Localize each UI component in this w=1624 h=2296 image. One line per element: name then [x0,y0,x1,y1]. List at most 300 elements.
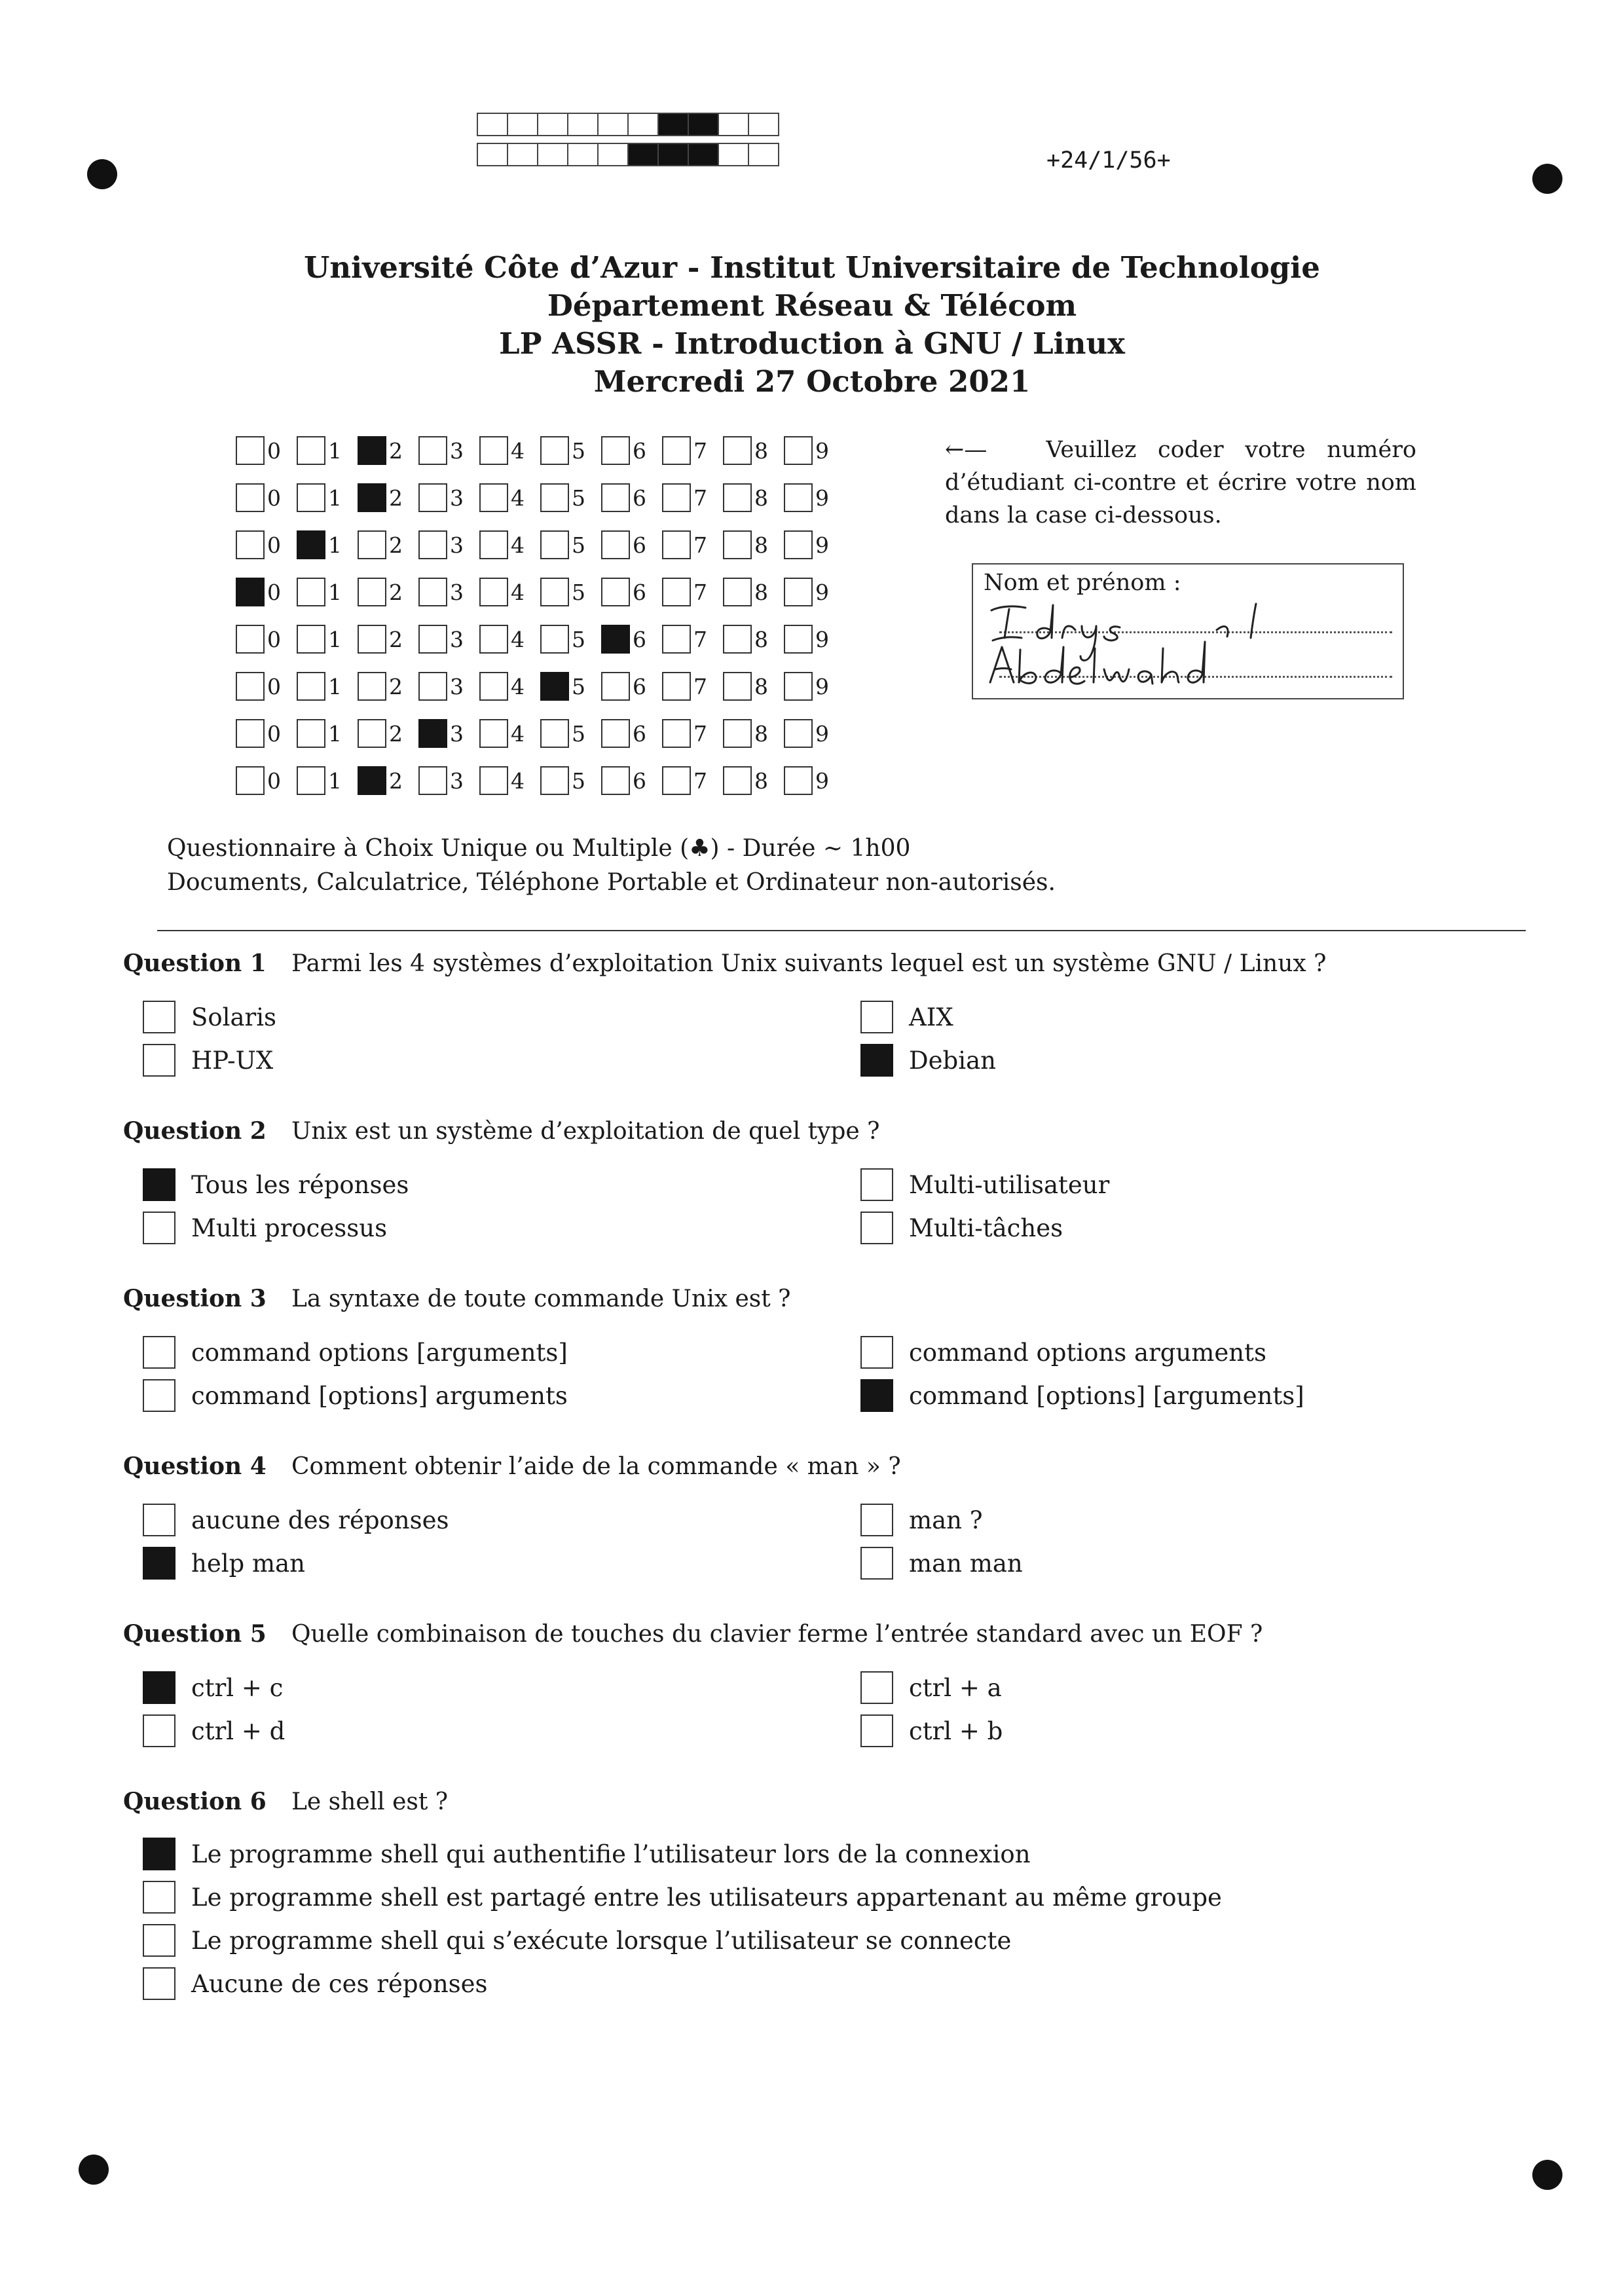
student-id-checkbox[interactable] [236,483,265,512]
student-id-digit: 8 [754,720,768,747]
student-id-digit: 8 [754,768,768,794]
student-id-checkbox[interactable] [236,672,265,701]
student-id-cell[interactable] [297,578,358,606]
checkbox[interactable] [143,1714,175,1747]
student-id-cell[interactable] [540,530,601,559]
student-id-cell[interactable] [601,766,662,795]
student-id-digit: 2 [389,768,403,794]
option-checkbox[interactable] [143,1671,283,1704]
student-id-digit: 5 [572,437,585,464]
student-id-checkbox[interactable] [418,578,447,606]
checkbox[interactable] [860,1168,893,1201]
student-id-cell[interactable] [418,483,479,512]
option-label: ctrl + b [909,1716,1003,1745]
student-id-checkbox[interactable] [784,719,813,748]
option-label: Aucune de ces réponses [191,1969,488,1998]
student-id-checkbox[interactable] [540,625,569,654]
student-id-cell[interactable] [236,672,297,701]
barcode-cell [718,143,749,166]
student-id-checkbox[interactable] [540,483,569,512]
name-box-label: Nom et prénom : [984,570,1181,596]
student-id-digit: 0 [267,720,281,747]
option-checkbox[interactable] [860,1714,1003,1747]
student-id-cell[interactable] [479,672,540,701]
student-id-cell[interactable] [479,625,540,654]
option-checkbox[interactable] [860,1212,1063,1244]
checkbox[interactable] [860,1714,893,1747]
student-id-cell[interactable] [297,625,358,654]
option-label: command [options] [arguments] [909,1381,1304,1410]
option-checkbox[interactable] [860,1547,1023,1580]
student-id-cell[interactable] [418,766,479,795]
student-id-digit: 9 [815,579,829,605]
student-id-cell[interactable] [662,483,723,512]
option-label: AIX [909,1003,953,1031]
student-id-checkbox[interactable] [540,766,569,795]
student-id-checkbox[interactable] [662,766,691,795]
barcode-cell [718,113,749,136]
student-id-digit: 9 [815,673,829,699]
student-id-digit: 4 [511,768,525,794]
question-number: Question 6 [123,1788,267,1815]
student-id-digit: 1 [328,720,342,747]
option-label: aucune des réponses [191,1506,449,1534]
student-id-cell[interactable] [784,530,845,559]
checkbox[interactable] [143,1044,175,1077]
student-id-digit: 3 [450,485,464,511]
student-id-digit: 5 [572,532,585,558]
student-id-checkbox[interactable] [784,672,813,701]
student-id-checkbox[interactable] [479,578,508,606]
student-id-cell[interactable] [236,483,297,512]
student-id-row [236,663,845,710]
student-id-cell[interactable] [784,766,845,795]
checkbox[interactable] [143,1671,175,1704]
option-checkbox[interactable] [860,1001,953,1033]
student-id-cell[interactable] [540,436,601,465]
student-id-checkbox[interactable] [662,483,691,512]
student-id-digit: 4 [511,720,525,747]
student-id-checkbox[interactable] [479,719,508,748]
option-label: Le programme shell est partagé entre les utilisateurs appartenant au même groupe [191,1883,1222,1912]
registration-mark-bottom-left [79,2155,109,2185]
option-checkbox[interactable] [143,1001,276,1033]
student-id-checkbox[interactable] [601,436,630,465]
student-id-cell[interactable] [479,436,540,465]
student-id-cell[interactable] [358,625,418,654]
student-id-checkbox[interactable] [236,578,265,606]
student-id-checkbox[interactable] [236,625,265,654]
student-id-checkbox[interactable] [297,436,325,465]
quiz-info [167,832,1056,900]
student-id-cell[interactable] [358,436,418,465]
student-id-checkbox[interactable] [418,766,447,795]
student-id-checkbox[interactable] [540,530,569,559]
student-id-checkbox[interactable] [662,625,691,654]
student-id-digit: 4 [511,485,525,511]
option-label: Multi-tâches [909,1213,1063,1242]
student-id-checkbox[interactable] [662,436,691,465]
student-id-digit: 4 [511,437,525,464]
student-id-checkbox[interactable] [236,719,265,748]
student-id-digit: 7 [693,673,707,699]
student-id-cell[interactable] [723,530,784,559]
student-id-digit: 9 [815,485,829,511]
option-checkbox[interactable] [143,1967,488,2000]
student-id-cell[interactable] [297,530,358,559]
option-checkbox[interactable] [143,1714,285,1747]
student-id-checkbox[interactable] [662,530,691,559]
checkbox[interactable] [860,1504,893,1536]
checkbox[interactable] [860,1547,893,1580]
checkbox[interactable] [143,1547,175,1580]
barcode-cell [627,113,659,136]
student-id-checkbox[interactable] [723,625,752,654]
option-label: man ? [909,1506,983,1534]
student-id-cell[interactable] [236,719,297,748]
student-id-digit: 1 [328,626,342,652]
student-id-digit: 5 [572,720,585,747]
student-id-checkbox[interactable] [601,578,630,606]
student-id-cell[interactable] [601,578,662,606]
student-id-cell[interactable] [784,436,845,465]
student-id-checkbox[interactable] [297,625,325,654]
student-id-digit: 5 [572,768,585,794]
student-id-checkbox[interactable] [479,766,508,795]
student-id-cell[interactable] [479,766,540,795]
student-id-cell[interactable] [358,483,418,512]
student-id-cell[interactable] [479,578,540,606]
student-id-checkbox[interactable] [784,578,813,606]
student-id-checkbox[interactable] [358,578,386,606]
student-id-cell[interactable] [236,578,297,606]
student-id-digit: 7 [693,485,707,511]
student-id-cell[interactable] [418,530,479,559]
arrow-left-icon: ←— [945,437,987,463]
student-id-cell[interactable] [540,578,601,606]
student-id-cell[interactable] [662,625,723,654]
student-id-digit: 6 [633,673,646,699]
student-id-checkbox[interactable] [723,436,752,465]
student-id-checkbox[interactable] [358,672,386,701]
checkbox[interactable] [143,1881,175,1914]
option-checkbox[interactable] [143,1212,387,1244]
option-checkbox[interactable] [143,1336,568,1369]
student-id-cell[interactable] [418,719,479,748]
student-id-cell[interactable] [358,530,418,559]
student-id-cell[interactable] [723,483,784,512]
barcode-cell [688,113,719,136]
student-id-checkbox[interactable] [540,436,569,465]
student-id-cell[interactable] [662,578,723,606]
student-id-cell[interactable] [297,672,358,701]
student-id-digit: 2 [389,532,403,558]
student-id-checkbox[interactable] [297,578,325,606]
student-id-cell[interactable] [784,672,845,701]
student-id-cell[interactable] [601,672,662,701]
student-id-digit: 5 [572,673,585,699]
instructions-text: Veuillez coder votre numéro d’étudiant ci-contre et écrire votre nom dans la case ci-dessous. [945,437,1416,528]
checkbox[interactable] [860,1212,893,1244]
student-id-digit: 8 [754,626,768,652]
barcode-cell [627,143,659,166]
student-id-checkbox[interactable] [297,530,325,559]
student-id-checkbox[interactable] [723,578,752,606]
student-id-checkbox[interactable] [358,719,386,748]
student-id-cell[interactable] [358,719,418,748]
name-box[interactable] [972,563,1404,699]
student-id-row [236,757,845,804]
student-id-cell[interactable] [723,719,784,748]
student-id-checkbox[interactable] [479,436,508,465]
student-id-checkbox[interactable] [297,672,325,701]
student-id-cell[interactable] [540,625,601,654]
option-checkbox[interactable] [143,1924,1011,1957]
checkbox[interactable] [143,1838,175,1870]
student-id-checkbox[interactable] [358,483,386,512]
barcode-cell [507,113,538,136]
student-id-checkbox[interactable] [479,530,508,559]
student-id-cell[interactable] [236,766,297,795]
student-id-cell[interactable] [358,672,418,701]
option-checkbox[interactable] [860,1336,1266,1369]
student-id-checkbox[interactable] [418,483,447,512]
option-checkbox[interactable] [860,1044,996,1077]
student-id-row [236,616,845,663]
student-id-digit: 1 [328,437,342,464]
student-id-checkbox[interactable] [723,483,752,512]
student-id-cell[interactable] [723,766,784,795]
page-code: +24/1/56+ [1046,147,1171,174]
checkbox[interactable] [143,1168,175,1201]
student-id-cell[interactable] [662,719,723,748]
option-checkbox[interactable] [860,1168,1109,1201]
student-id-checkbox[interactable] [236,530,265,559]
registration-mark-bottom-right [1532,2160,1562,2190]
student-id-row [236,474,845,521]
student-id-checkbox[interactable] [418,625,447,654]
student-id-checkbox[interactable] [297,483,325,512]
student-id-checkbox[interactable] [662,672,691,701]
student-id-checkbox[interactable] [358,625,386,654]
student-id-cell[interactable] [479,530,540,559]
student-id-cell[interactable] [723,672,784,701]
student-id-checkbox[interactable] [358,766,386,795]
student-id-checkbox[interactable] [479,672,508,701]
student-id-digit: 2 [389,437,403,464]
student-id-cell[interactable] [418,672,479,701]
student-id-digit: 2 [389,720,403,747]
student-id-cell[interactable] [236,436,297,465]
question-1 [123,947,1498,1075]
option-checkbox[interactable] [143,1168,409,1201]
header-university: Université Côte d’Azur - Institut Universitaire de Technologie [304,250,1320,285]
student-id-digit: 8 [754,579,768,605]
student-id-cell[interactable] [297,719,358,748]
student-id-checkbox[interactable] [297,766,325,795]
student-id-cell[interactable] [297,436,358,465]
student-id-checkbox[interactable] [358,436,386,465]
student-id-cell[interactable] [601,436,662,465]
option-label: command [options] arguments [191,1381,568,1410]
checkbox[interactable] [143,1212,175,1244]
student-id-cell[interactable] [601,719,662,748]
option-checkbox[interactable] [143,1044,273,1077]
student-id-cell[interactable] [297,483,358,512]
student-id-cell[interactable] [236,625,297,654]
student-id-checkbox[interactable] [601,719,630,748]
student-id-cell[interactable] [418,578,479,606]
student-id-cell[interactable] [540,719,601,748]
student-id-cell[interactable] [784,719,845,748]
checkbox[interactable] [860,1336,893,1369]
student-id-digit: 3 [450,437,464,464]
student-id-cell[interactable] [662,530,723,559]
student-id-cell[interactable] [540,483,601,512]
student-id-cell[interactable] [662,672,723,701]
option-label: Debian [909,1046,996,1075]
student-id-row [236,427,845,474]
student-id-checkbox[interactable] [418,672,447,701]
checkbox[interactable] [143,1379,175,1412]
header-course: LP ASSR - Introduction à GNU / Linux [498,326,1125,361]
option-checkbox[interactable] [143,1504,449,1536]
student-id-checkbox[interactable] [723,766,752,795]
option-checkbox[interactable] [143,1881,1222,1914]
student-id-checkbox[interactable] [601,483,630,512]
option-label: ctrl + d [191,1716,286,1745]
student-id-cell[interactable] [358,766,418,795]
student-id-digit: 1 [328,532,342,558]
student-id-checkbox[interactable] [236,766,265,795]
student-id-cell[interactable] [723,578,784,606]
student-id-checkbox[interactable] [723,719,752,748]
student-id-cell[interactable] [479,719,540,748]
student-id-checkbox[interactable] [540,578,569,606]
student-id-checkbox[interactable] [784,625,813,654]
student-id-checkbox[interactable] [601,530,630,559]
barcode-cell [657,143,689,166]
student-id-checkbox[interactable] [358,530,386,559]
checkbox[interactable] [860,1379,893,1412]
checkbox[interactable] [143,1336,175,1369]
student-id-digit: 0 [267,437,281,464]
option-checkbox[interactable] [860,1379,1304,1412]
student-id-cell[interactable] [601,530,662,559]
student-id-cell[interactable] [601,483,662,512]
option-checkbox[interactable] [860,1504,983,1536]
student-id-checkbox[interactable] [540,672,569,701]
student-id-cell[interactable] [784,483,845,512]
student-id-checkbox[interactable] [601,766,630,795]
student-id-cell[interactable] [236,530,297,559]
student-id-digit: 8 [754,437,768,464]
student-id-digit: 3 [450,673,464,699]
checkbox[interactable] [143,1001,175,1033]
barcode-cell [657,113,689,136]
student-id-checkbox[interactable] [297,719,325,748]
student-id-digit: 4 [511,579,525,605]
student-id-digit: 1 [328,579,342,605]
student-id-digit: 7 [693,532,707,558]
student-id-checkbox[interactable] [723,672,752,701]
separator-line [157,930,1526,931]
student-id-digit: 6 [633,768,646,794]
student-id-cell[interactable] [418,625,479,654]
option-checkbox[interactable] [143,1547,305,1580]
question-text: Comment obtenir l’aide de la commande « man » ? [291,1453,901,1480]
checkbox[interactable] [143,1504,175,1536]
checkbox[interactable] [860,1001,893,1033]
student-id-checkbox[interactable] [662,719,691,748]
student-id-digit: 9 [815,437,829,464]
option-checkbox[interactable] [143,1379,568,1412]
student-id-digit: 2 [389,579,403,605]
student-id-checkbox[interactable] [723,530,752,559]
student-id-cell[interactable] [784,578,845,606]
student-id-checkbox[interactable] [418,436,447,465]
student-id-checkbox[interactable] [540,719,569,748]
student-id-cell[interactable] [723,436,784,465]
option-label: Le programme shell qui s’exécute lorsque l’utilisateur se connecte [191,1926,1012,1955]
student-id-cell[interactable] [479,483,540,512]
student-id-cell[interactable] [358,578,418,606]
student-id-checkbox[interactable] [479,625,508,654]
student-id-digit: 6 [633,720,646,747]
student-id-checkbox[interactable] [784,766,813,795]
barcode-cell [567,113,599,136]
option-checkbox[interactable] [860,1671,1002,1704]
student-id-digit: 4 [511,673,525,699]
student-id-checkbox[interactable] [601,672,630,701]
student-id-checkbox[interactable] [662,578,691,606]
student-id-digit: 3 [450,532,464,558]
student-id-cell[interactable] [418,436,479,465]
student-id-cell[interactable] [662,766,723,795]
student-id-digit: 0 [267,673,281,699]
checkbox[interactable] [143,1924,175,1957]
student-id-cell[interactable] [601,625,662,654]
option-label: Multi-utilisateur [909,1170,1110,1199]
student-id-cell[interactable] [297,766,358,795]
student-id-checkbox[interactable] [479,483,508,512]
student-id-digit: 1 [328,485,342,511]
student-id-digit: 9 [815,626,829,652]
checkbox[interactable] [143,1967,175,2000]
student-id-checkbox[interactable] [418,719,447,748]
option-checkbox[interactable] [143,1838,1031,1870]
registration-mark-top-left [87,159,117,189]
option-label: ctrl + c [191,1673,284,1702]
student-id-checkbox[interactable] [601,625,630,654]
student-id-checkbox[interactable] [784,530,813,559]
student-id-checkbox[interactable] [236,436,265,465]
student-id-cell[interactable] [723,625,784,654]
student-id-row [236,521,845,568]
barcode-row-2 [477,143,778,166]
student-id-checkbox[interactable] [784,483,813,512]
student-id-grid [236,427,845,804]
student-id-cell[interactable] [540,672,601,701]
checkbox[interactable] [860,1671,893,1704]
student-id-cell[interactable] [784,625,845,654]
checkbox[interactable] [860,1044,893,1077]
student-id-digit: 0 [267,579,281,605]
student-id-cell[interactable] [540,766,601,795]
student-id-checkbox[interactable] [418,530,447,559]
student-id-checkbox[interactable] [784,436,813,465]
student-id-cell[interactable] [662,436,723,465]
